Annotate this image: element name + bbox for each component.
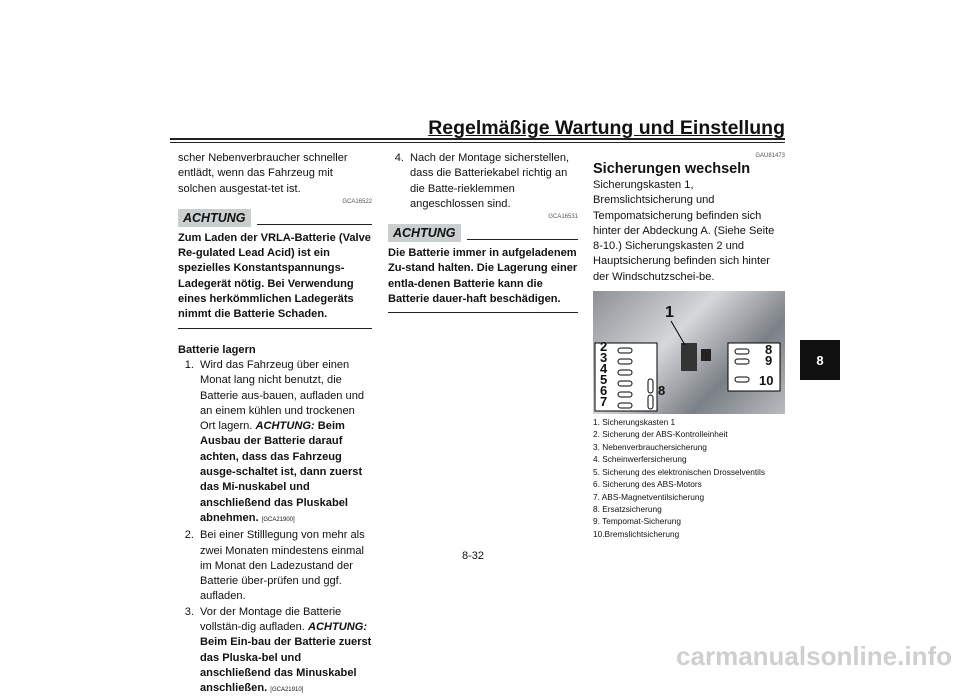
caption: 2. Sicherung der ABS-Kontrolleinheit bbox=[593, 429, 728, 440]
column-3 bbox=[593, 151, 785, 540]
figure-label: 6 bbox=[600, 383, 608, 399]
item-number: 1. bbox=[184, 358, 194, 371]
caption: 6. Sicherung des ABS-Motors bbox=[593, 479, 702, 490]
achtung-inline: ACHTUNG: bbox=[255, 420, 315, 433]
warning-text: Die Batterie immer in aufgeladenem Zu-stand halten. Die Lagerung einer entla-denen Batterie kann die Batterie dauer-haft beschädigen. bbox=[388, 246, 578, 313]
ref-code: GCA16522 bbox=[342, 198, 372, 205]
figure-captions bbox=[593, 416, 785, 540]
figure-label: 8 bbox=[765, 342, 773, 358]
ref-code: GCA16531 bbox=[548, 214, 578, 221]
watermark: carmanualsonline.info bbox=[676, 641, 952, 671]
caption: 3. Nebenverbrauchersicherung bbox=[593, 441, 707, 452]
achtung-label bbox=[178, 209, 372, 227]
section-heading: Sicherungen wechseln bbox=[593, 161, 751, 177]
caption: 5. Sicherung des elektronischen Drosselventils bbox=[593, 466, 766, 477]
figure-label: 10 bbox=[759, 373, 774, 389]
ref-code: [GCA21900] bbox=[261, 516, 295, 523]
caption: 4. Scheinwerfersicherung bbox=[593, 454, 687, 465]
caption: 9. Tempomat-Sicherung bbox=[593, 516, 681, 527]
caption: 1. Sicherungskasten 1 bbox=[593, 417, 676, 428]
figure-label: 8 bbox=[658, 383, 666, 399]
page-number: 8-32 bbox=[462, 550, 485, 562]
item-text: Wird das Fahrzeug über einen Monat lang nicht benutzt, die Batterie aus-bauen, aufladen und an einem kühlen und trockenen Ort lagern. bbox=[200, 358, 365, 433]
item-text: Bei einer Stilllegung von mehr als zwei Monaten mindestens einmal im Monat den Ladezustand der Batterie über-prüfen und ggf. aufladen. bbox=[200, 529, 365, 603]
intro-text: scher Nebenverbraucher schneller entlädt, wenn das Fahrzeug mit solchen ausgestat-tet ist. bbox=[178, 152, 348, 195]
caption: 7. ABS-Magnetventilsicherung bbox=[593, 491, 705, 502]
item-text: Vor der Montage die Batterie vollstän-dig aufladen. bbox=[200, 605, 342, 634]
figure-label: 1 bbox=[665, 304, 674, 322]
caption: 8. Ersatzsicherung bbox=[593, 503, 662, 514]
figure-label: 5 bbox=[600, 372, 608, 388]
figure-labels-right bbox=[765, 342, 773, 369]
figure-label: 7 bbox=[600, 394, 608, 410]
item-number: 2. bbox=[184, 529, 194, 542]
list-item bbox=[178, 358, 372, 528]
warning-text: Zum Laden der VRLA-Batterie (Valve Re-gulated Lead Acid) ist ein spezielles Konstantspannungs-Ladegerät nötig. Bei Verwendung eines herkömmlichen Ladegeräts nimmt die Batterie Schaden. bbox=[178, 231, 372, 329]
figure-labels-left bbox=[600, 339, 610, 410]
item-text: Nach der Montage sicherstellen, dass die Batteriekabel richtig an die Batte-rieklemmen angeschlossen sind. bbox=[410, 152, 570, 210]
achtung-text: ACHTUNG bbox=[178, 209, 251, 227]
figure-label: 9 bbox=[765, 353, 773, 369]
column-2 bbox=[388, 151, 578, 327]
achtung-text: ACHTUNG bbox=[388, 224, 461, 242]
list-item bbox=[178, 605, 372, 699]
header-rule bbox=[170, 138, 785, 143]
figure-label: 3 bbox=[600, 350, 608, 366]
figure-label: 4 bbox=[600, 361, 608, 377]
caption: 10.Bremslichtsicherung bbox=[593, 528, 680, 539]
list-item bbox=[178, 528, 372, 604]
figure-label: 2 bbox=[600, 339, 608, 355]
section-text: Sicherungskasten 1, Bremslichtsicherung und Tempomatsicherung befinden sich hinter der Abdeckung A. (Siehe Seite 8-10.) Sicherungskasten 2 und Hauptsicherung befinden sich hinter der Windschutzschei-be. bbox=[593, 179, 775, 283]
achtung-label bbox=[388, 224, 578, 242]
item-number: 4. bbox=[394, 152, 404, 164]
item-number: 3. bbox=[184, 605, 194, 618]
page-title: Regelmäßige Wartung und Einstellung bbox=[428, 117, 785, 139]
ref-code: GAU81473 bbox=[755, 153, 785, 159]
item-warning: Beim Ein-bau der Batterie zuerst das Pluska-bel und anschließend das Minuskabel anschließen. bbox=[200, 636, 372, 695]
chapter-tab[interactable]: 8 bbox=[800, 340, 840, 380]
column-1 bbox=[178, 151, 372, 699]
ref-code: [GCA21910] bbox=[270, 687, 304, 694]
fuse-box-figure bbox=[593, 291, 785, 414]
list-item bbox=[388, 151, 578, 212]
item-warning: Beim Ausbau der Batterie darauf achten, dass das Fahrzeug ausge-schaltet ist, dann zuerst das Mi-nuskabel und anschließend das Pluskabel abnehmen. bbox=[200, 420, 363, 524]
subheading: Batterie lagern bbox=[178, 343, 256, 356]
achtung-inline: ACHTUNG: bbox=[307, 621, 368, 634]
